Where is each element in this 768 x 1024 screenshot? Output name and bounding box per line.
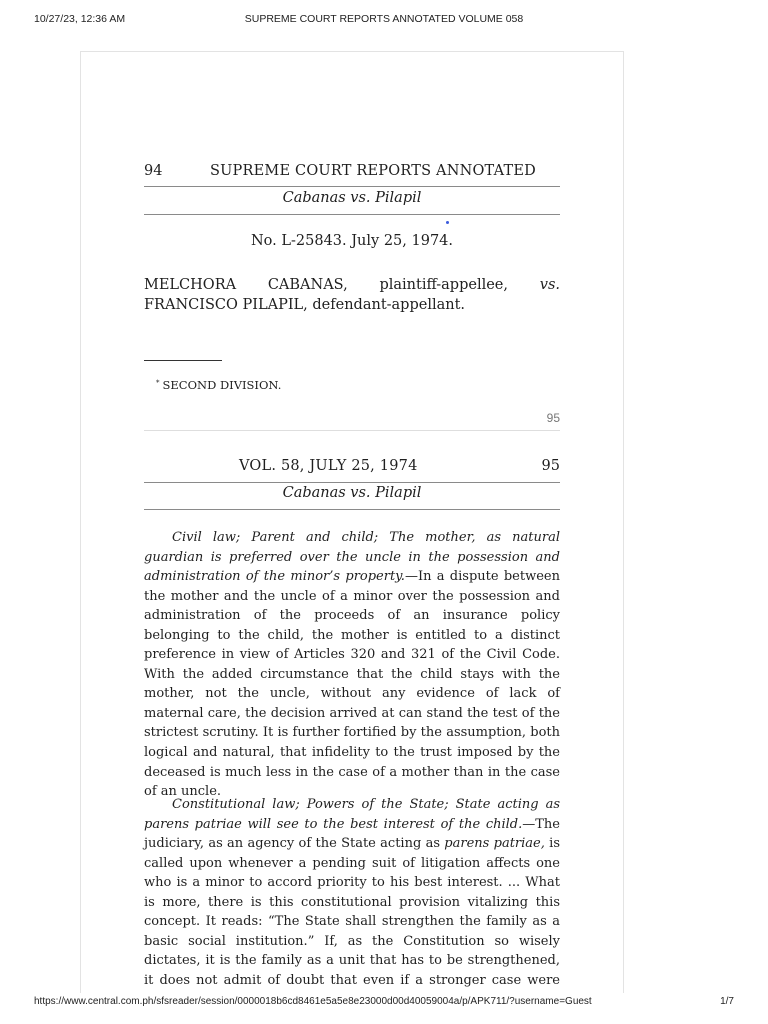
footnote-mark: * xyxy=(156,379,160,387)
marker-dot xyxy=(446,221,449,224)
headnote-text-cont: is called upon whenever a pending suit of litigation affects one who is a minor to accord priority to his best interest. ... What is more, there is this constitutional provision vitalizing this concept. It reads: “The State shall strengthen the family as a basic social institution.” If, as the Constitution so wisely dictates, it is the family as a unit that has to be strengthened, it does not admit of doubt that even if a stronger case were xyxy=(144,836,561,988)
case-number: No. L-25843. July 25, 1974. xyxy=(250,233,454,249)
versus-word: vs. xyxy=(539,277,560,293)
print-document-title: SUPREME COURT REPORTS ANNOTATED VOLUME 058 xyxy=(244,13,524,25)
running-title: SUPREME COURT REPORTS ANNOTATED xyxy=(210,163,536,179)
header-rule xyxy=(144,186,560,187)
party-word: MELCHORA xyxy=(144,277,237,293)
case-caption: Cabanas vs. Pilapil xyxy=(282,190,422,206)
footnote-rule xyxy=(144,360,222,361)
running-title-vol: VOL. 58, JULY 25, 1974 xyxy=(239,458,418,474)
parties-line-1 xyxy=(144,275,560,295)
latin-phrase: parens patriae, xyxy=(444,836,545,852)
caption-rule-95 xyxy=(144,509,560,510)
party-word: plaintiff-appellee, xyxy=(379,277,508,293)
print-page-indicator: 1/7 xyxy=(720,996,734,1007)
case-caption-95: Cabanas vs. Pilapil xyxy=(282,485,422,501)
party-word: CABANAS, xyxy=(267,277,348,293)
page-number-95: 95 xyxy=(541,458,560,474)
browser-print-footer xyxy=(0,992,768,1016)
footnote-text: SECOND DIVISION. xyxy=(162,378,282,392)
headnote-italic: Constitutional law; Powers of the State; State acting as parens patriae will see to the best interest of the child. xyxy=(144,797,560,832)
document-page xyxy=(80,51,624,993)
print-timestamp: 10/27/23, 12:36 AM xyxy=(34,13,126,25)
browser-print-header xyxy=(0,0,768,24)
headnote-text: —The judiciary, as an agency of the State acting as xyxy=(144,816,560,852)
parties-line-2: FRANCISCO PILAPIL, defendant-appellant. xyxy=(144,297,466,313)
syllabus-paragraph-1 xyxy=(144,528,560,802)
headnote-text: —In a dispute between the mother and the uncle of a minor over the possession and administration of the proceeds of an insurance policy belonging to the child, the mother is entitled to a distinct preference in view of Articles 320 and 321 of the Civil Code. With the added circumstance that the child stays with the mother, not the uncle, without any evidence of lack of maternal care, the decision arrived at can stand the test of the strictest scrutiny. It is further fortified by the assumption, both logical and natural, that infidelity to the trust imposed by the deceased is much less in the case of a mother than in the case of an uncle. xyxy=(144,569,560,800)
header-rule-95 xyxy=(144,482,560,483)
print-url: https://www.central.com.ph/sfsreader/session/0000018b6cd8461e5a5e8e23000d00d40059004a/p/APK711/?username=Guest xyxy=(34,996,592,1007)
headnote-italic: Civil law; Parent and child; The mother, as natural guardian is preferred over the uncle in the possession and administration of the minor’s property. xyxy=(144,530,560,585)
page-marker: 95 xyxy=(546,411,560,425)
page-number-94: 94 xyxy=(144,163,163,179)
page-separator xyxy=(144,430,560,431)
syllabus-paragraph-2 xyxy=(144,795,560,993)
caption-rule xyxy=(144,214,560,215)
footnote xyxy=(156,378,281,392)
